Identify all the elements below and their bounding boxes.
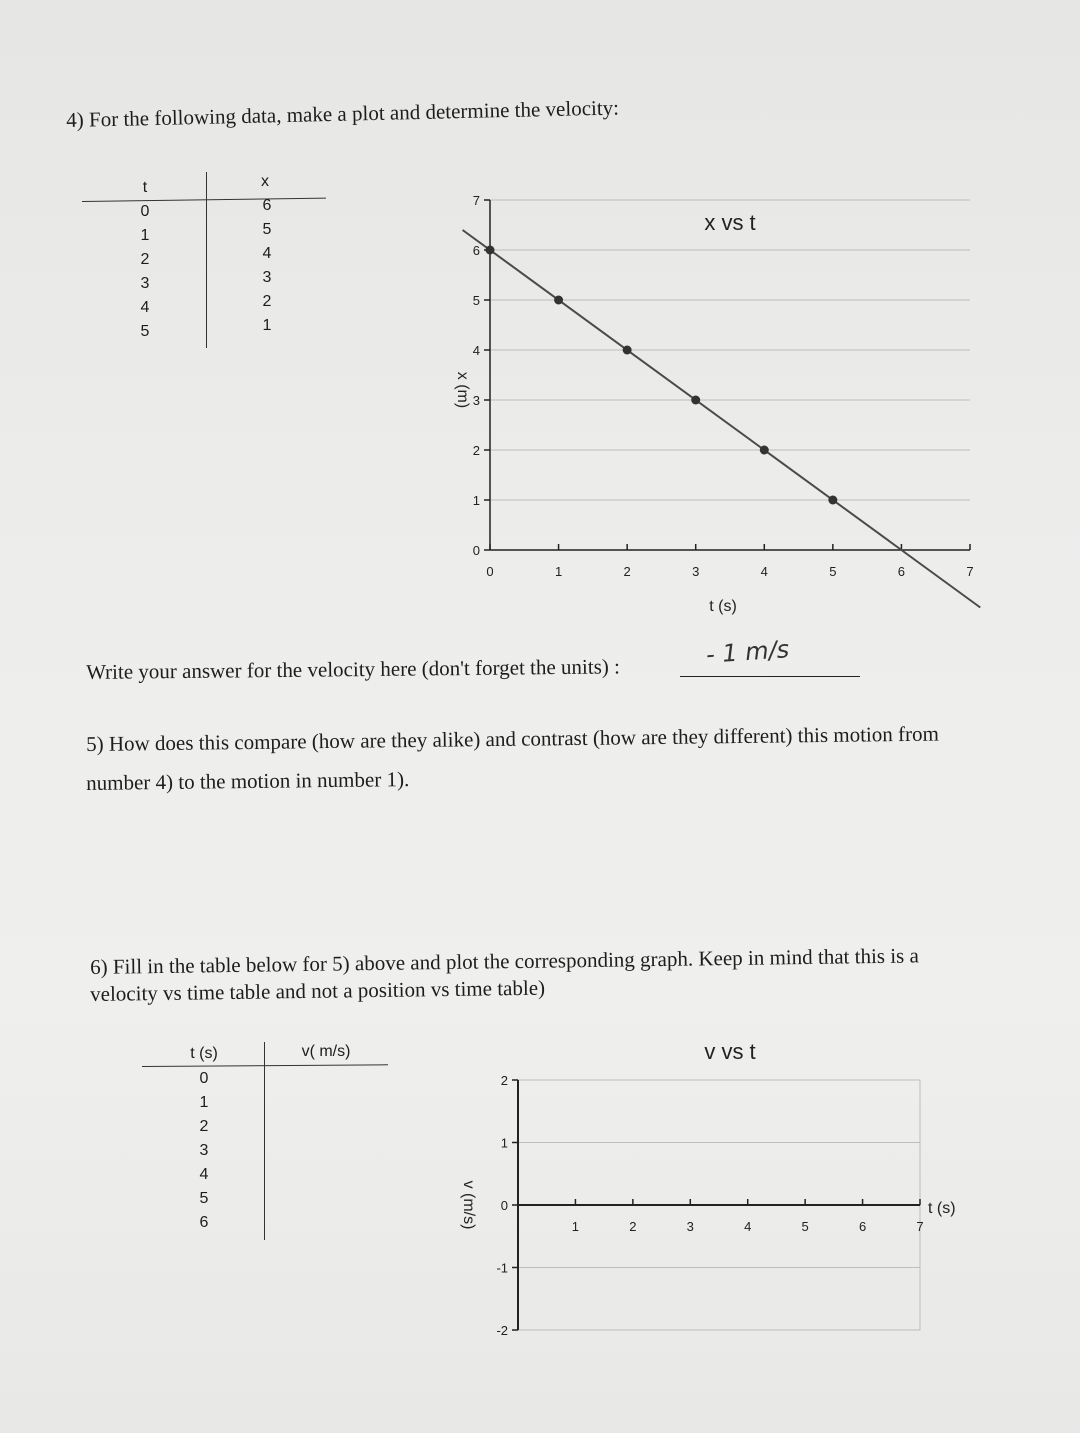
y-axis-label: x (m): [454, 371, 471, 409]
q4-table-header-x: x: [261, 173, 269, 190]
q6-table-column-rule: [264, 1042, 265, 1240]
x-tick-label: 1: [571, 1219, 580, 1234]
y-tick-label: 2: [472, 443, 480, 458]
q4-table-header-t: t: [142, 179, 148, 196]
x-tick-label: 6: [858, 1219, 867, 1234]
q4-answer-prompt: Write your answer for the velocity here (don't forget the units) :: [86, 654, 621, 684]
q4-table-x-cell: 2: [262, 293, 272, 310]
v-vs-t-chart: [440, 1035, 1000, 1355]
q4-table-x-cell: 3: [262, 269, 272, 286]
q6-prompt-line-1: 6) Fill in the table below for 5) above and plot the corresponding graph. Keep in mind that this is a: [90, 943, 919, 979]
q6-table-t-cell: 3: [199, 1142, 209, 1159]
q4-table-t-cell: 5: [140, 323, 150, 340]
q6-table-t-cell: 0: [199, 1070, 209, 1087]
y-tick-label: 3: [472, 393, 480, 408]
q4-table-x-cell: 4: [262, 245, 272, 262]
q4-table-t-cell: 0: [140, 203, 150, 220]
q5-prompt-line-2: number 4) to the motion in number 1).: [86, 767, 410, 795]
velocity-fit-line: [463, 230, 981, 608]
handwritten-answer: - 1 m/s: [705, 635, 791, 669]
x-axis-label: t (s): [928, 1200, 956, 1217]
x-tick-label: 0: [486, 564, 494, 579]
data-point: [760, 446, 769, 455]
q4-table-t-cell: 3: [140, 275, 150, 292]
q5-prompt-line-1: 5) How does this compare (how are they alike) and contrast (how are they different) this motion from: [86, 721, 940, 756]
q4-table-t-cell: 4: [140, 299, 150, 316]
x-tick-label: 1: [554, 564, 563, 579]
y-tick-label: -2: [496, 1323, 508, 1338]
x-tick-label: 7: [966, 564, 974, 579]
y-tick-label: 5: [472, 293, 480, 308]
q4-table-t-column: [130, 200, 160, 344]
x-tick-label: 5: [829, 564, 837, 579]
data-point: [828, 496, 837, 505]
q4-table-t-cell: 1: [140, 227, 150, 244]
fit-line: [463, 230, 981, 608]
y-tick-label: 1: [472, 493, 480, 508]
q6-table-t-cell: 4: [199, 1166, 209, 1183]
x-vs-t-chart: [430, 180, 1020, 620]
y-tick-label: 7: [472, 193, 480, 208]
q6-table-t-cell: 5: [199, 1190, 209, 1207]
y-axis-label: v (m/s): [460, 1180, 477, 1230]
x-tick-label: 3: [692, 564, 700, 579]
q6-table-t-cell: 2: [199, 1118, 209, 1135]
chart-gridlines: [490, 200, 970, 500]
x-tick-label: 2: [623, 564, 631, 579]
y-tick-label: 0: [472, 543, 480, 558]
data-point: [623, 346, 632, 355]
x-tick-label: 2: [629, 1219, 637, 1234]
x-tick-label: 3: [686, 1219, 694, 1234]
y-tick-label: 4: [472, 343, 480, 358]
q6-table-header-t: t (s): [190, 1045, 218, 1062]
q4-table-header-rule: [82, 198, 326, 202]
q4-table-column-rule: [206, 172, 207, 348]
answer-blank-line: [680, 676, 860, 677]
data-point: [554, 296, 563, 305]
y-tick-label: 2: [500, 1073, 508, 1088]
q4-table-t-cell: 2: [140, 251, 150, 268]
y-tick-label: 6: [472, 243, 480, 258]
q6-table-t-column: [190, 1067, 218, 1235]
x-tick-label: 4: [760, 564, 768, 579]
chart-axes: [518, 1080, 920, 1330]
q6-table-t-cell: 6: [199, 1214, 209, 1231]
q4-table-x-cell: 6: [262, 197, 272, 214]
data-point: [486, 246, 495, 255]
y-tick-label: -1: [496, 1260, 508, 1276]
chart-title: x vs t: [704, 210, 756, 235]
x-axis-label: t (s): [709, 598, 737, 615]
y-tick-label: 1: [500, 1135, 508, 1151]
q4-table-x-column: [252, 194, 282, 338]
y-tick-label: 0: [500, 1198, 508, 1213]
data-point: [691, 396, 700, 405]
x-tick-label: 4: [744, 1219, 752, 1234]
chart-axes: [490, 200, 970, 550]
q4-table-x-cell: 5: [262, 221, 272, 238]
q4-table-x-cell: 1: [262, 317, 272, 334]
x-tick-label: 6: [897, 564, 906, 579]
q6-prompt-line-2: velocity vs time table and not a position vs time table): [90, 975, 546, 1006]
q6-table-t-cell: 1: [199, 1094, 209, 1111]
x-tick-label: 7: [916, 1219, 924, 1234]
chart-ticks: [473, 193, 974, 579]
chart-title: v vs t: [704, 1039, 756, 1064]
q6-table-header-v: v( m/s): [301, 1043, 351, 1060]
q4-prompt: 4) For the following data, make a plot and determine the velocity:: [66, 95, 620, 132]
x-tick-label: 5: [801, 1219, 809, 1234]
